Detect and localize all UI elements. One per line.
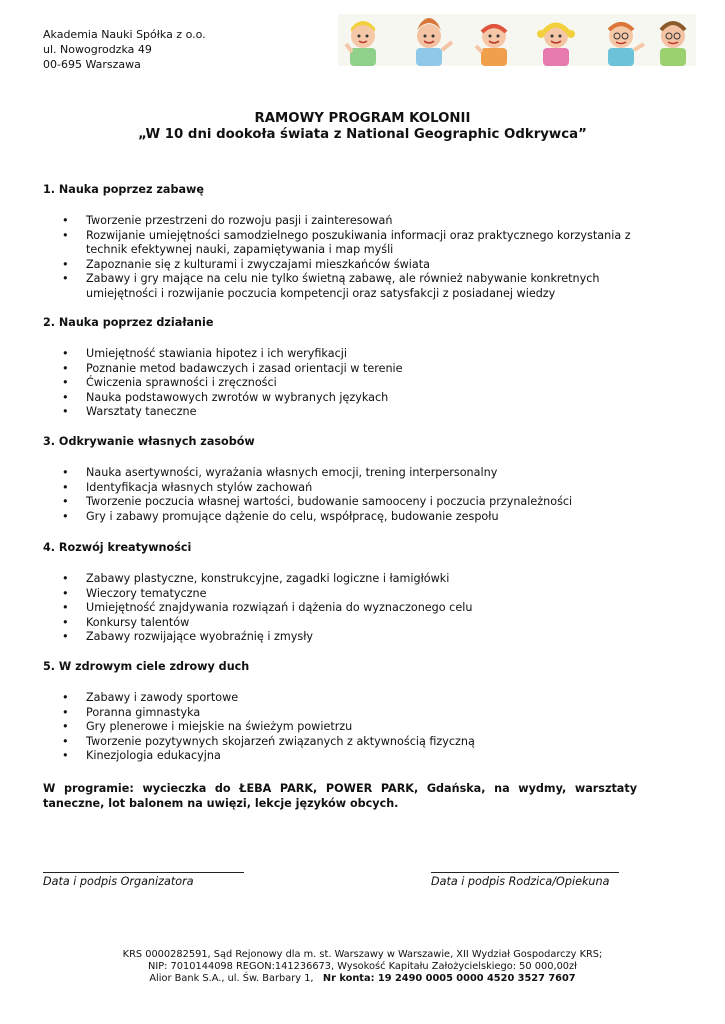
kid-5-icon: [608, 24, 644, 66]
list-item: • Nauka podstawowych zwrotów w wybranych językach: [0, 391, 640, 406]
list-item: • Rozwijanie umiejętności samodzielnego poszukiwania informacji oraz praktycznego korzystania z technik efektywnej nauki, zapamiętywania i map myśli: [0, 229, 640, 258]
footer-bank-info: [0, 973, 725, 986]
list-item: • Zabawy rozwijające wyobraźnię i zmysły: [0, 630, 640, 645]
document-subtitle: „W 10 dni dookoła świata z National Geographic Odkrywca”: [138, 127, 587, 142]
footer-bank-account: Nr konta: 19 2490 0005 0000 4520 3527 7607: [322, 973, 576, 984]
list-item: • Gry i zabawy promujące dążenie do celu, współpracę, budowanie zespołu: [0, 510, 640, 525]
section-2-list: [0, 347, 640, 420]
organizer-signature-line: [43, 872, 244, 873]
kid-3-icon: [476, 24, 507, 66]
list-item: • Umiejętność stawiania hipotez i ich weryfikacji: [0, 347, 640, 362]
kid-4-icon: [537, 24, 575, 66]
list-item: • Tworzenie przestrzeni do rozwoju pasji i zainteresowań: [0, 214, 640, 229]
program-summary: W programie: wycieczka do ŁEBA PARK, POWER PARK, Gdańska, na wydmy, warsztaty taneczne, lot balonem na uwięzi, lekcje języków obcych.: [43, 782, 637, 810]
section-1-list: [0, 214, 640, 302]
list-item: • Zapoznanie się z kulturami i zwyczajami mieszkańców świata: [0, 258, 640, 273]
section-1-heading: 1. Nauka poprzez zabawę: [43, 183, 204, 196]
list-item: • Tworzenie pozytywnych skojarzeń związanych z aktywnością fizyczną: [0, 735, 640, 750]
list-item: • Gry plenerowe i miejskie na świeżym powietrzu: [0, 720, 640, 735]
section-3-list: [0, 466, 640, 524]
kid-2-icon: [416, 18, 452, 66]
footer-bank-name: Alior Bank S.A., ul. Św. Barbary 1,: [149, 973, 323, 984]
organizer-signature-label: Data i podpis Organizatora: [43, 875, 194, 888]
parent-signature-line: [431, 872, 619, 873]
document-title: RAMOWY PROGRAM KOLONII: [254, 111, 471, 126]
list-item: • Ćwiczenia sprawności i zręczności: [0, 376, 640, 391]
kid-6-icon: [660, 23, 686, 66]
list-item: • Poranna gimnastyka: [0, 706, 640, 721]
list-item: • Wieczory tematyczne: [0, 587, 640, 602]
company-address: [43, 27, 206, 72]
section-2-heading: 2. Nauka poprzez działanie: [43, 316, 214, 329]
section-3-heading: 3. Odkrywanie własnych zasobów: [43, 435, 255, 448]
footer-registration: KRS 0000282591, Sąd Rejonowy dla m. st. Warszawy w Warszawie, XII Wydział Gospodarczy KRS;: [122, 949, 603, 960]
section-5-list: [0, 691, 640, 764]
company-name: Akademia Nauki Spółka z o.o.: [43, 28, 206, 41]
company-city: 00-695 Warszawa: [43, 58, 141, 71]
list-item: • Kinezjologia edukacyjna: [0, 749, 640, 764]
footer-tax-info: NIP: 7010144098 REGON:141236673, Wysokość Kapitału Założycielskiego: 50 000,00zł: [148, 961, 577, 972]
list-item: • Konkursy talentów: [0, 616, 640, 631]
list-item: • Identyfikacja własnych stylów zachowań: [0, 481, 640, 496]
section-4-heading: 4. Rozwój kreatywności: [43, 541, 192, 554]
parent-signature-label: Data i podpis Rodzica/Opiekuna: [431, 875, 610, 888]
list-item: • Tworzenie poczucia własnej wartości, budowanie samooceny i poczucia przynależności: [0, 495, 640, 510]
section-4-list: [0, 572, 640, 645]
list-item: • Poznanie metod badawczych i zasad orientacji w terenie: [0, 362, 640, 377]
list-item: • Zabawy plastyczne, konstrukcyjne, zagadki logiczne i łamigłówki: [0, 572, 640, 587]
list-item: • Umiejętność znajdywania rozwiązań i dążenia do wyznaczonego celu: [0, 601, 640, 616]
company-street: ul. Nowogrodzka 49: [43, 43, 152, 56]
list-item: • Zabawy i zawody sportowe: [0, 691, 640, 706]
kid-1-icon: [346, 21, 376, 66]
children-banner-image: [338, 14, 696, 66]
list-item: • Nauka asertywności, wyrażania własnych emocji, trening interpersonalny: [0, 466, 640, 481]
list-item: • Zabawy i gry mające na celu nie tylko świetną zabawę, ale również nabywanie konkretnych umiejętności i rozwijanie poczucia kompetencji oraz satysfakcji z posiadanej wiedzy: [0, 272, 640, 301]
section-5-heading: 5. W zdrowym ciele zdrowy duch: [43, 660, 250, 673]
list-item: • Warsztaty taneczne: [0, 405, 640, 420]
